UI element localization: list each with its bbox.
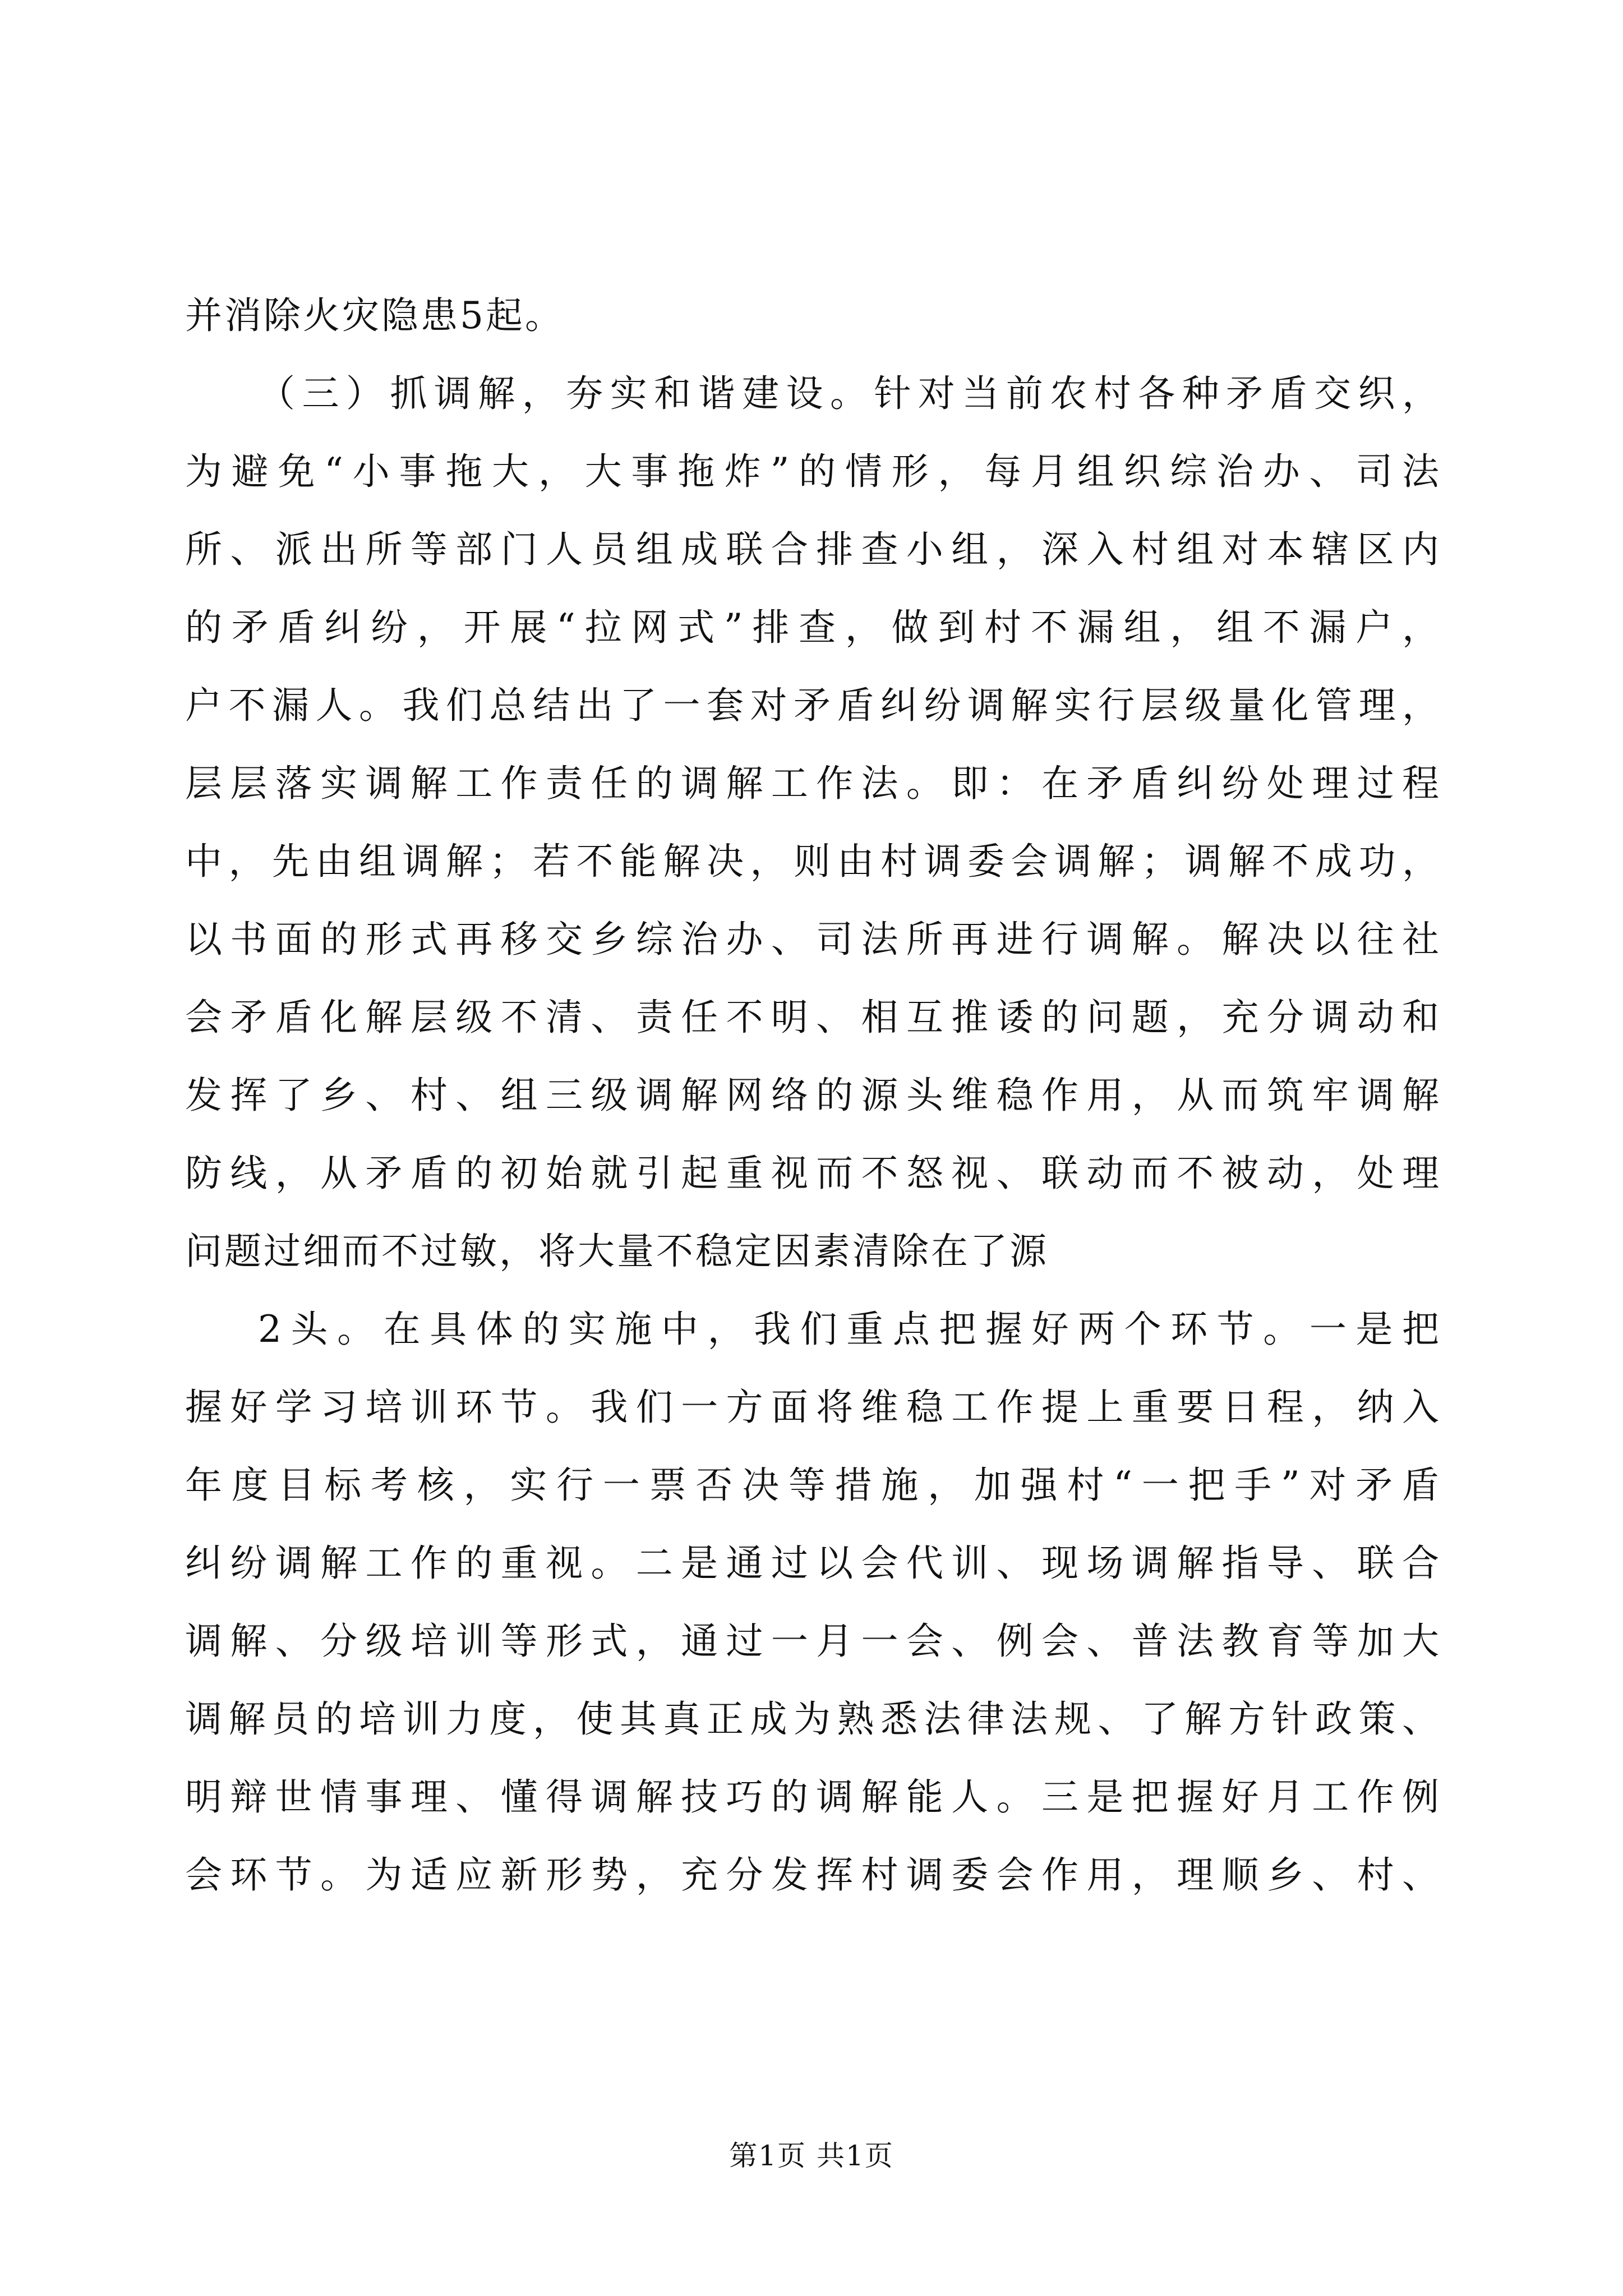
text-line-20: 明辩世情事理、懂得调解技巧的调解能人。三是把握好月工作例 xyxy=(185,1775,1441,1819)
text-line-9: 以书面的形式再移交乡综治办、司法所再进行调解。解决以往社 xyxy=(185,918,1441,961)
text-line-4: 所、派出所等部门人员组成联合排查小组，深入村组对本辖区内 xyxy=(185,528,1441,571)
text-line-8: 中，先由组调解；若不能解决，则由村调委会调解；调解不成功， xyxy=(185,840,1441,883)
text-line-3: 为避免“小事拖大，大事拖炸”的情形，每月组织综治办、司法 xyxy=(185,450,1441,493)
text-line-18: 调解、分级培训等形式，通过一月一会、例会、普法教育等加大 xyxy=(185,1619,1441,1663)
text-line-16: 年度目标考核，实行一票否决等措施，加强村“一把手”对矛盾 xyxy=(185,1464,1441,1507)
text-line-2: （三）抓调解，夯实和谐建设。针对当前农村各种矛盾交织， xyxy=(258,372,1441,415)
text-line-12: 防线，从矛盾的初始就引起重视而不怒视、联动而不被动，处理 xyxy=(185,1152,1441,1195)
text-line-7: 层层落实调解工作责任的调解工作法。即：在矛盾纠纷处理过程 xyxy=(185,762,1441,805)
text-line-17: 纠纷调解工作的重视。二是通过以会代训、现场调解指导、联合 xyxy=(185,1542,1441,1585)
text-line-14: 2头。在具体的实施中，我们重点把握好两个环节。一是把 xyxy=(258,1308,1441,1351)
text-line-6: 户不漏人。我们总结出了一套对矛盾纠纷调解实行层级量化管理， xyxy=(185,684,1441,727)
text-line-19: 调解员的培训力度，使其真正成为熟悉法律法规、了解方针政策、 xyxy=(185,1697,1441,1741)
text-line-13: 问题过细而不过敏，将大量不稳定因素清除在了源 xyxy=(185,1230,1049,1273)
page-footer: 第1页 共1页 xyxy=(729,2139,894,2172)
text-line-10: 会矛盾化解层级不清、责任不明、相互推诿的问题，充分调动和 xyxy=(185,996,1441,1039)
text-line-5: 的矛盾纠纷，开展“拉网式”排查，做到村不漏组，组不漏户， xyxy=(185,606,1441,649)
text-line-1: 并消除火灾隐患5起。 xyxy=(185,294,564,337)
text-line-21: 会环节。为适应新形势，充分发挥村调委会作用，理顺乡、村、 xyxy=(185,1853,1441,1897)
text-line-11: 发挥了乡、村、组三级调解网络的源头维稳作用，从而筑牢调解 xyxy=(185,1074,1441,1117)
text-line-15: 握好学习培训环节。我们一方面将维稳工作提上重要日程，纳入 xyxy=(185,1386,1441,1429)
